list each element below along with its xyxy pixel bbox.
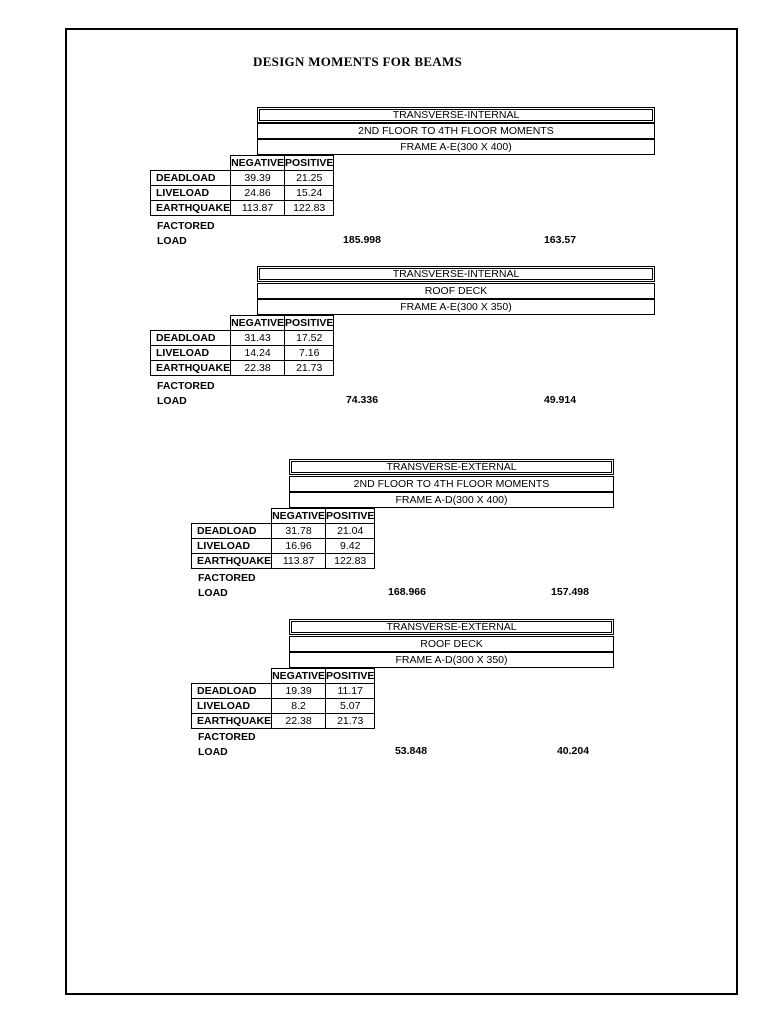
positive-value: 21.73 bbox=[285, 361, 334, 376]
table-row bbox=[151, 331, 334, 346]
factored-label-line1: FACTORED bbox=[157, 220, 215, 232]
row-label: DEADLOAD bbox=[151, 171, 231, 186]
factored-label-line1: FACTORED bbox=[157, 380, 215, 392]
negative-value: 113.87 bbox=[231, 201, 285, 216]
column-header-row bbox=[151, 156, 334, 171]
table-row bbox=[151, 361, 334, 376]
frame-label: FRAME A-E(300 X 350) bbox=[257, 299, 655, 315]
positive-header: POSITIVE bbox=[326, 670, 375, 682]
factored-negative-value: 74.336 bbox=[345, 394, 379, 406]
table-row bbox=[151, 186, 334, 201]
negative-value: 16.96 bbox=[272, 539, 326, 554]
factored-label bbox=[198, 571, 256, 601]
factored-positive-value: 49.914 bbox=[543, 394, 577, 406]
table-row bbox=[192, 539, 375, 554]
table-subheading: ROOF DECK bbox=[257, 283, 655, 299]
positive-value: 21.25 bbox=[285, 171, 334, 186]
row-label: EARTHQUAKE bbox=[151, 361, 231, 376]
factored-negative-value: 185.998 bbox=[343, 234, 381, 246]
row-label: EARTHQUAKE bbox=[151, 201, 231, 216]
factored-label-line2: LOAD bbox=[198, 587, 228, 599]
row-label: LIVELOAD bbox=[151, 186, 231, 201]
factored-negative-value: 53.848 bbox=[394, 745, 428, 757]
negative-header: NEGATIVE bbox=[272, 670, 325, 682]
column-header-row bbox=[192, 509, 375, 524]
moment-grid bbox=[150, 315, 334, 376]
moment-grid bbox=[191, 668, 375, 729]
factored-label bbox=[157, 379, 215, 409]
factored-label-line2: LOAD bbox=[157, 235, 187, 247]
frame-label: FRAME A-E(300 X 400) bbox=[257, 139, 655, 155]
negative-value: 8.2 bbox=[272, 699, 326, 714]
negative-value: 113.87 bbox=[272, 554, 326, 569]
negative-value: 24.86 bbox=[231, 186, 285, 201]
factored-negative-value: 168.966 bbox=[388, 586, 426, 598]
table-row bbox=[151, 171, 334, 186]
table-row bbox=[151, 201, 334, 216]
row-label: DEADLOAD bbox=[192, 524, 272, 539]
frame-label: FRAME A-D(300 X 350) bbox=[289, 652, 614, 668]
negative-value: 19.39 bbox=[272, 684, 326, 699]
positive-header: POSITIVE bbox=[285, 317, 334, 329]
negative-value: 22.38 bbox=[272, 714, 326, 729]
negative-header: NEGATIVE bbox=[231, 157, 284, 169]
row-label: EARTHQUAKE bbox=[192, 554, 272, 569]
page-title: DESIGN MOMENTS FOR BEAMS bbox=[253, 54, 463, 69]
negative-value: 14.24 bbox=[231, 346, 285, 361]
positive-value: 11.17 bbox=[326, 684, 375, 699]
positive-value: 122.83 bbox=[285, 201, 334, 216]
positive-header: POSITIVE bbox=[326, 510, 375, 522]
row-label: LIVELOAD bbox=[151, 346, 231, 361]
negative-value: 39.39 bbox=[231, 171, 285, 186]
positive-value: 21.04 bbox=[326, 524, 375, 539]
table-row bbox=[192, 524, 375, 539]
factored-positive-value: 40.204 bbox=[556, 745, 590, 757]
table-subheading: 2ND FLOOR TO 4TH FLOOR MOMENTS bbox=[289, 476, 614, 492]
factored-label-line1: FACTORED bbox=[198, 572, 256, 584]
factored-label bbox=[198, 730, 256, 760]
moment-grid bbox=[150, 155, 334, 216]
factored-label-line2: LOAD bbox=[157, 395, 187, 407]
table-heading: TRANSVERSE-INTERNAL bbox=[257, 107, 655, 123]
row-label: DEADLOAD bbox=[192, 684, 272, 699]
negative-value: 31.43 bbox=[231, 331, 285, 346]
row-label: EARTHQUAKE bbox=[192, 714, 272, 729]
row-label: DEADLOAD bbox=[151, 331, 231, 346]
positive-value: 9.42 bbox=[326, 539, 375, 554]
positive-header: POSITIVE bbox=[285, 157, 334, 169]
factored-label bbox=[157, 219, 215, 249]
positive-value: 15.24 bbox=[285, 186, 334, 201]
moment-grid bbox=[191, 508, 375, 569]
table-row bbox=[192, 554, 375, 569]
positive-value: 5.07 bbox=[326, 699, 375, 714]
table-heading: TRANSVERSE-EXTERNAL bbox=[289, 619, 614, 635]
table-heading: TRANSVERSE-EXTERNAL bbox=[289, 459, 614, 475]
table-heading: TRANSVERSE-INTERNAL bbox=[257, 266, 655, 282]
negative-value: 22.38 bbox=[231, 361, 285, 376]
column-header-row bbox=[192, 669, 375, 684]
negative-header: NEGATIVE bbox=[272, 510, 325, 522]
factored-positive-value: 163.57 bbox=[543, 234, 577, 246]
row-label: LIVELOAD bbox=[192, 539, 272, 554]
table-subheading: 2ND FLOOR TO 4TH FLOOR MOMENTS bbox=[257, 123, 655, 139]
frame-label: FRAME A-D(300 X 400) bbox=[289, 492, 614, 508]
negative-value: 31.78 bbox=[272, 524, 326, 539]
table-subheading: ROOF DECK bbox=[289, 636, 614, 652]
column-header-row bbox=[151, 316, 334, 331]
positive-value: 17.52 bbox=[285, 331, 334, 346]
table-row bbox=[192, 684, 375, 699]
table-row bbox=[151, 346, 334, 361]
table-row bbox=[192, 714, 375, 729]
positive-value: 122.83 bbox=[326, 554, 375, 569]
row-label: LIVELOAD bbox=[192, 699, 272, 714]
factored-label-line1: FACTORED bbox=[198, 731, 256, 743]
table-row bbox=[192, 699, 375, 714]
positive-value: 21.73 bbox=[326, 714, 375, 729]
factored-label-line2: LOAD bbox=[198, 746, 228, 758]
factored-positive-value: 157.498 bbox=[551, 586, 589, 598]
positive-value: 7.16 bbox=[285, 346, 334, 361]
negative-header: NEGATIVE bbox=[231, 317, 284, 329]
